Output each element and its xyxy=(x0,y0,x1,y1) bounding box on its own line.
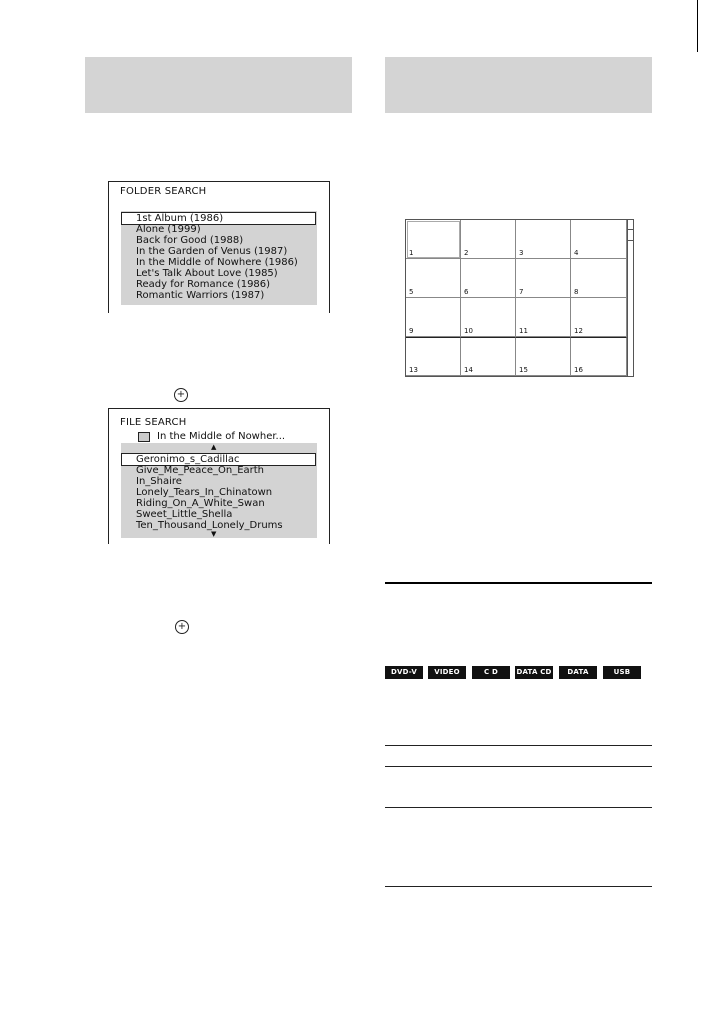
folder-icon xyxy=(138,432,150,442)
file-item[interactable]: Ten_Thousand_Lonely_Drums xyxy=(136,520,283,531)
cell-number: 3 xyxy=(519,249,524,257)
grid-scrollbar[interactable] xyxy=(627,219,634,377)
badge-usb: USB xyxy=(603,666,641,679)
enter-button-icon: + xyxy=(174,388,188,402)
thumbnail-cell[interactable] xyxy=(516,337,571,376)
thumbnail-cell[interactable] xyxy=(516,220,571,259)
right-section-header xyxy=(385,57,652,113)
thumbnail-cell[interactable] xyxy=(406,259,461,298)
folder-item[interactable]: Romantic Warriors (1987) xyxy=(136,290,265,301)
thumbnail-cell[interactable] xyxy=(571,298,627,337)
thumbnail-cell[interactable] xyxy=(516,298,571,337)
cell-number: 2 xyxy=(464,249,469,257)
cell-number: 15 xyxy=(519,366,528,374)
file-item[interactable]: Lonely_Tears_In_Chinatown xyxy=(136,487,273,498)
thumbnail-cell[interactable] xyxy=(461,337,516,376)
thumbnail-grid xyxy=(405,219,628,377)
cell-number: 12 xyxy=(574,327,583,335)
file-search-panel xyxy=(108,408,330,544)
folder-item[interactable]: In the Garden of Venus (1987) xyxy=(136,246,288,257)
folder-search-panel xyxy=(108,181,330,313)
table-rule xyxy=(385,766,652,767)
badge-data-dvd: DATA DVD xyxy=(559,666,597,679)
thumbnail-cell[interactable] xyxy=(516,259,571,298)
thumbnail-cell[interactable] xyxy=(571,220,627,259)
table-rule xyxy=(385,807,652,808)
file-item[interactable]: Riding_On_A_White_Swan xyxy=(136,498,265,509)
cell-number: 9 xyxy=(409,327,414,335)
cell-number: 11 xyxy=(519,327,528,335)
cell-number: 16 xyxy=(574,366,583,374)
cell-number: 4 xyxy=(574,249,579,257)
cell-number: 5 xyxy=(409,288,414,296)
cell-number: 6 xyxy=(464,288,469,296)
scroll-up-icon[interactable]: ▲ xyxy=(211,443,217,451)
folder-list xyxy=(121,211,317,305)
file-item[interactable]: Give_Me_Peace_On_Earth xyxy=(136,465,265,476)
cell-number: 14 xyxy=(464,366,473,374)
file-item[interactable]: Sweet_Little_Shella xyxy=(136,509,233,520)
thumbnail-cell[interactable] xyxy=(571,259,627,298)
scrollbar-thumb[interactable] xyxy=(628,229,633,241)
current-folder-name: In the Middle of Nowher... xyxy=(157,431,286,442)
thumbnail-cell[interactable] xyxy=(571,337,627,376)
thumbnail-cell[interactable] xyxy=(461,220,516,259)
cell-number: 1 xyxy=(409,249,414,257)
folder-item[interactable]: In the Middle of Nowhere (1986) xyxy=(136,257,298,268)
left-section-header xyxy=(85,57,352,113)
cell-number: 8 xyxy=(574,288,579,296)
folder-item[interactable]: Alone (1999) xyxy=(136,224,201,235)
badge-cd: C D xyxy=(472,666,510,679)
section-rule xyxy=(385,582,652,584)
scroll-down-icon[interactable]: ▼ xyxy=(211,530,217,538)
folder-item[interactable]: 1st Album (1986) xyxy=(136,213,224,224)
table-rule xyxy=(385,745,652,746)
cell-number: 10 xyxy=(464,327,473,335)
cell-number: 13 xyxy=(409,366,418,374)
thumbnail-cell[interactable] xyxy=(461,298,516,337)
badge-video-cd: VIDEO CD xyxy=(428,666,466,679)
file-item[interactable]: In_Shaire xyxy=(136,476,182,487)
folder-item[interactable]: Back for Good (1988) xyxy=(136,235,244,246)
thumbnail-cell[interactable] xyxy=(406,298,461,337)
badge-dvd-v: DVD-V xyxy=(385,666,423,679)
cell-number: 7 xyxy=(519,288,524,296)
thumbnail-cell[interactable] xyxy=(461,259,516,298)
file-list xyxy=(121,443,317,538)
folder-item[interactable]: Let's Talk About Love (1985) xyxy=(136,268,278,279)
thumbnail-cell[interactable] xyxy=(406,337,461,376)
table-rule xyxy=(385,886,652,887)
folder-search-title: FOLDER SEARCH xyxy=(120,186,207,197)
page-edge-line xyxy=(697,0,698,52)
file-item[interactable]: Geronimo_s_Cadillac xyxy=(136,454,240,465)
file-search-title: FILE SEARCH xyxy=(120,417,187,428)
selected-cell-highlight xyxy=(407,221,460,258)
enter-button-icon: + xyxy=(175,620,189,634)
folder-item[interactable]: Ready for Romance (1986) xyxy=(136,279,271,290)
badge-data-cd: DATA CD xyxy=(515,666,553,679)
